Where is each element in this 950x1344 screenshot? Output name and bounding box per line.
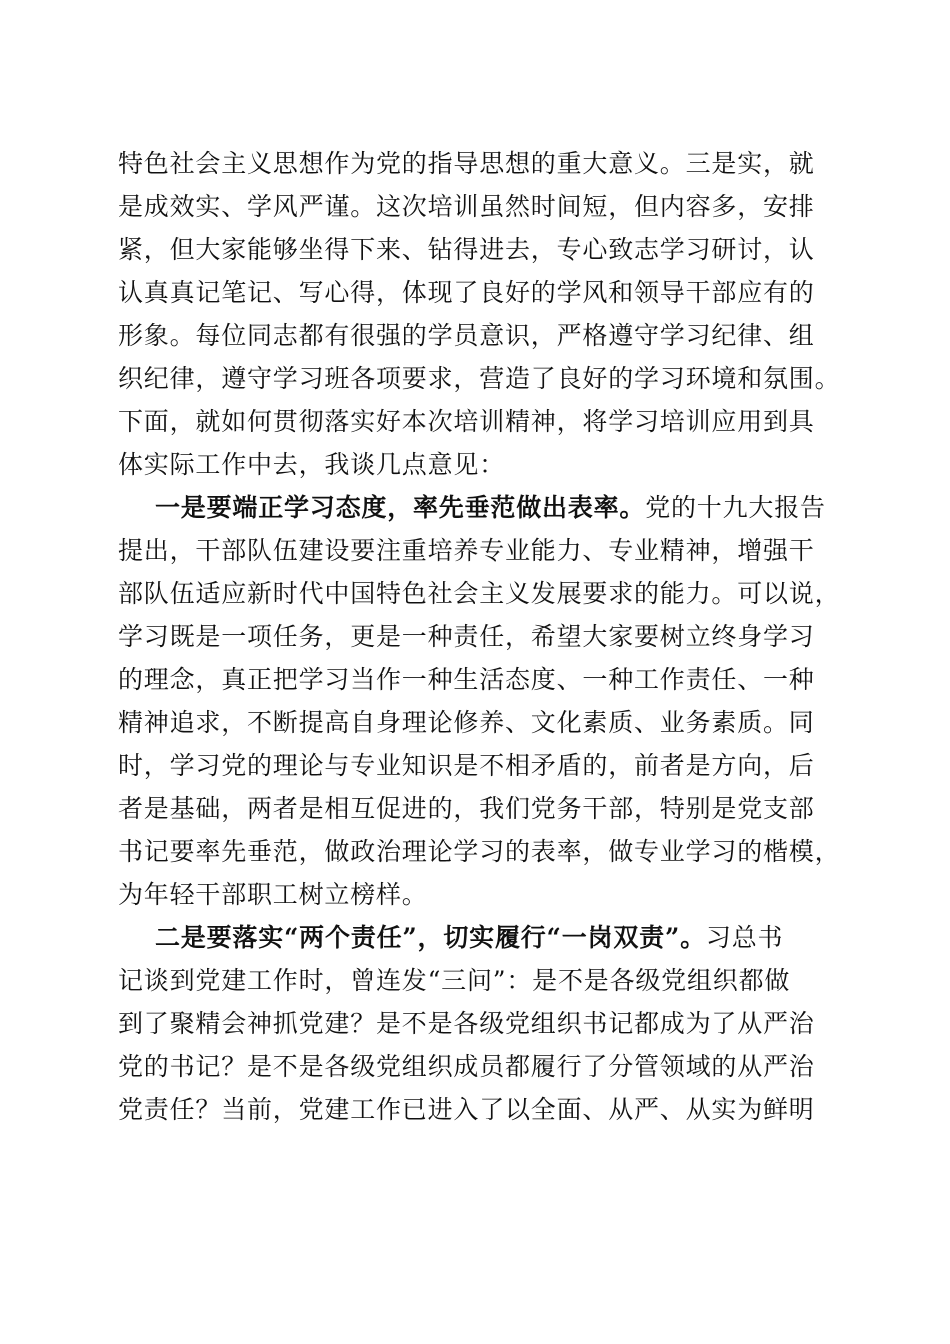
text-line: 学习既是一项任务，更是一种责任，希望大家要树立终身学习 <box>118 622 815 651</box>
paragraph-heading: 一是要端正学习态度，率先垂范做出表率。 <box>155 493 646 522</box>
text-line: 时，学习党的理论与专业知识是不相矛盾的，前者是方向，后 <box>118 751 815 780</box>
text-line: 为年轻干部职工树立榜样。 <box>118 880 428 909</box>
paragraph-first-line <box>118 916 838 959</box>
text-line: 的理念，真正把学习当作一种生活态度、一种工作责任、一种 <box>118 665 815 694</box>
text-line: 下面，就如何贯彻落实好本次培训精神，将学习培训应用到具 <box>118 407 815 436</box>
document-body <box>118 142 841 1131</box>
text-line: 织纪律，遵守学习班各项要求，营造了良好的学习环境和氛围。 <box>118 364 841 393</box>
paragraph-3 <box>118 916 838 1131</box>
text-line: 精神追求，不断提高自身理论修养、文化素质、业务素质。同 <box>118 708 815 737</box>
text-line: 记谈到党建工作时，曾连发“三问”：是不是各级党组织都做 <box>118 966 791 995</box>
text-line: 到了聚精会神抓党建？是不是各级党组织书记都成为了从严治 <box>118 1009 815 1038</box>
text-line: 部队伍适应新时代中国特色社会主义发展要求的能力。可以说， <box>118 579 841 608</box>
paragraph-1 <box>118 142 841 486</box>
text-line: 特色社会主义思想作为党的指导思想的重大意义。三是实，就 <box>118 149 815 178</box>
paragraph-text: 党的十九大报告 <box>645 493 826 522</box>
text-line: 紧，但大家能够坐得下来、钻得进去，专心致志学习研讨，认 <box>118 235 815 264</box>
text-line: 认真真记笔记、写心得，体现了良好的学风和领导干部应有的 <box>118 278 815 307</box>
text-line: 提出，干部队伍建设要注重培养专业能力、专业精神，增强干 <box>118 536 815 565</box>
text-line: 是成效实、学风严谨。这次培训虽然时间短，但内容多，安排 <box>118 192 815 221</box>
text-line: 党的书记？是不是各级党组织成员都履行了分管领域的从严治 <box>118 1052 815 1081</box>
text-line: 党责任？当前，党建工作已进入了以全面、从严、从实为鲜明 <box>118 1095 815 1124</box>
paragraph-heading: 二是要落实“两个责任”，切实履行“一岗双责”。 <box>155 923 706 952</box>
text-line: 形象。每位同志都有很强的学员意识，严格遵守学习纪律、组 <box>118 321 815 350</box>
text-line: 者是基础，两者是相互促进的，我们党务干部，特别是党支部 <box>118 794 815 823</box>
text-line: 书记要率先垂范，做政治理论学习的表率，做专业学习的楷模， <box>118 837 841 866</box>
paragraph-first-line <box>118 486 838 529</box>
paragraph-text: 习总书 <box>705 923 784 952</box>
paragraph-2 <box>118 486 841 916</box>
text-line: 体实际工作中去，我谈几点意见： <box>118 450 506 479</box>
